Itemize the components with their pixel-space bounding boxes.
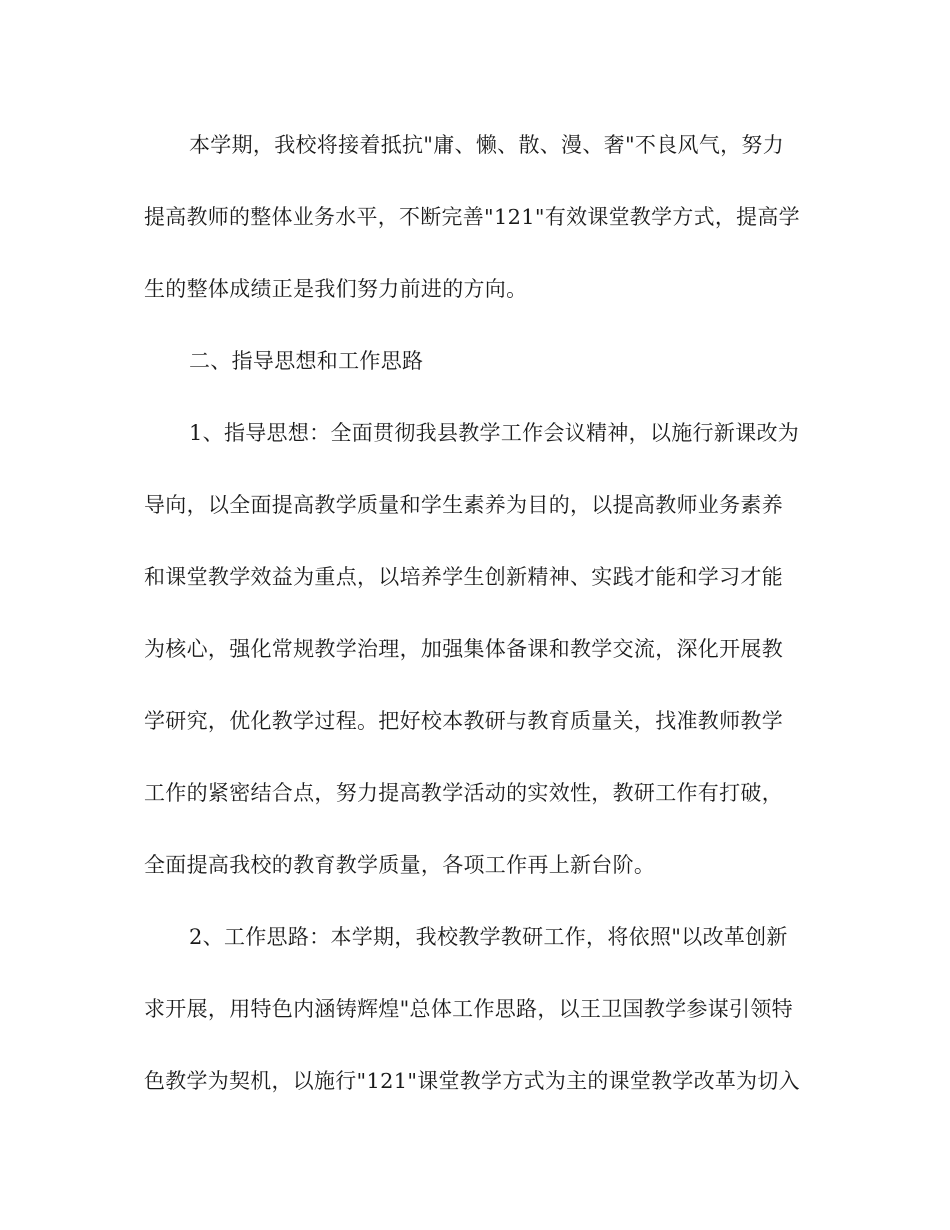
text-line: 提高教师的整体业务水平，不断完善"121"有效课堂教学方式，提高学 (144, 205, 800, 229)
text-line: 本学期，我校将接着抵抗"庸、懒、散、漫、奢"不良风气，努力 (189, 133, 785, 157)
text-line: 导向，以全面提高教学质量和学生素养为目的，以提高教师业务素养 (144, 493, 783, 517)
text-line: 色教学为契机，以施行"121"课堂教学方式为主的课堂教学改革为切入 (144, 1069, 800, 1093)
text-line: 学研究，优化教学过程。把好校本教研与教育质量关，找准教师教学 (144, 709, 783, 733)
text-line: 1、指导思想：全面贯彻我县教学工作会议精神，以施行新课改为 (189, 421, 800, 445)
text-line: 全面提高我校的教育教学质量，各项工作再上新台阶。 (144, 853, 656, 877)
text-line: 工作的紧密结合点，努力提高教学活动的实效性，教研工作有打破， (144, 781, 783, 805)
text-line: 生的整体成绩正是我们努力前进的方向。 (144, 277, 528, 301)
text-line: 和课堂教学效益为重点，以培养学生创新精神、实践才能和学习才能 (144, 565, 783, 589)
section-heading: 二、指导思想和工作思路 (189, 349, 424, 373)
text-line: 为核心，强化常规教学治理，加强集体备课和教学交流，深化开展教 (144, 637, 783, 661)
text-line: 求开展，用特色内涵铸辉煌"总体工作思路，以王卫国教学参谋引领特 (144, 997, 793, 1021)
text-line: 2、工作思路：本学期，我校教学教研工作，将依照"以改革创新 (189, 925, 788, 949)
